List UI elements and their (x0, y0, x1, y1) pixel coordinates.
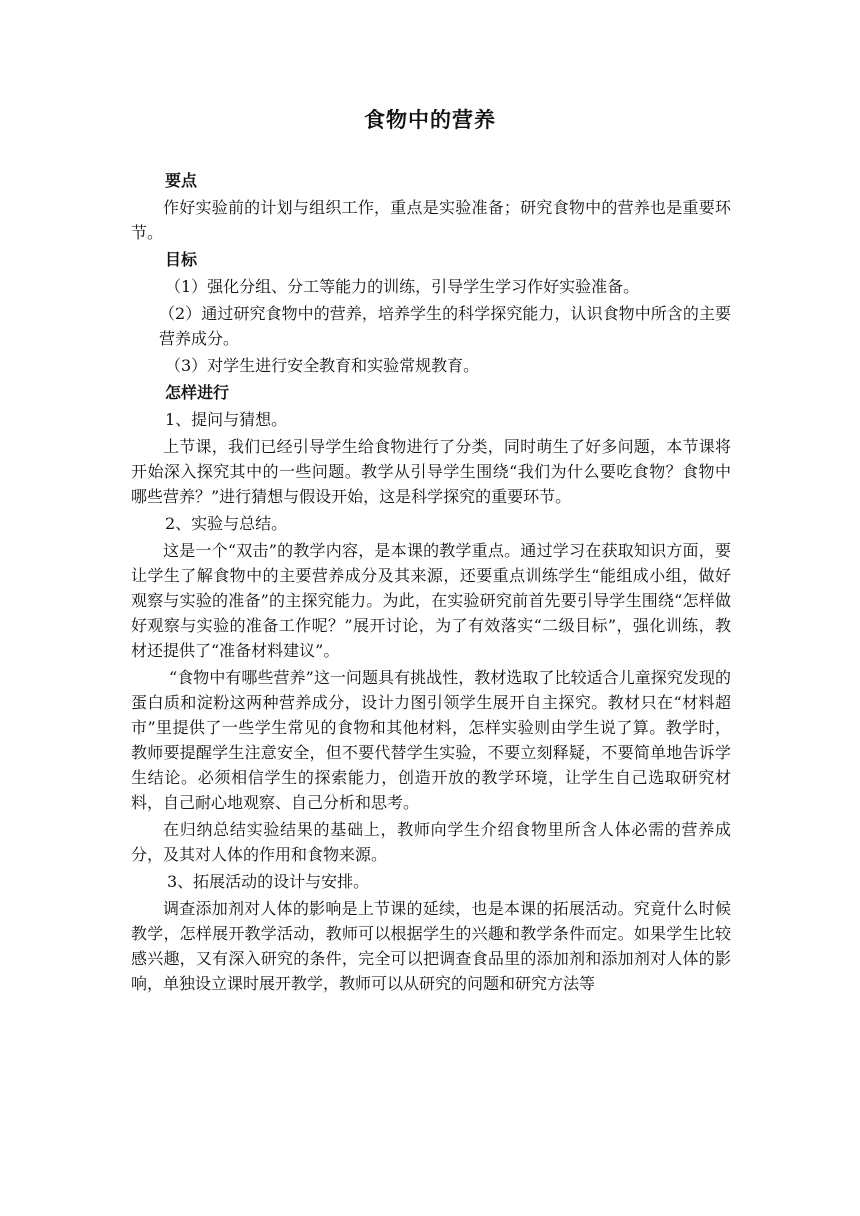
step3-paragraph: 调查添加剂对人体的影响是上节课的延续，也是本课的拓展活动。究竟什么时候教学，怎样展开教学活动，教师可以根据学生的兴趣和教学条件而定。如果学生比较感兴趣，又有深入研究的条件，完全可以把调查食品里的添加剂和添加剂对人体的影响，单独设立课时展开教学，教师可以从研究的问题和研究方法等 (131, 899, 731, 993)
goal-item-3: （3）对学生进行安全教育和实验常规教育。 (165, 356, 480, 375)
step2-paragraph-2: “食物中有哪些营养”这一问题具有挑战性，教材选取了比较适合儿童探究发现的蛋白质和淀粉这两种营养成分，设计力图引领学生展开自主探究。教材只在“材料超市”里提供了一些学生常见的食物和其他材料，怎样实验则由学生说了算。教学时，教师要提醒学生注意安全，但不要代替学生实验，不要立刻释疑，不要简单地告诉学生结论。必须相信学生的探索能力，创造开放的教学环境，让学生自己选取研究材料，自己耐心地观察、自己分析和思考。 (131, 668, 731, 812)
document-title: 食物中的营养 (364, 107, 496, 132)
step2-paragraph-3: 在归纳总结实验结果的基础上，教师向学生介绍食物里所含人体必需的营养成分，及其对人体的作用和食物来源。 (131, 820, 731, 864)
document-body (131, 168, 731, 998)
goal-item-2: （2）通过研究食物中的营养，培养学生的科学探究能力，认识食物中所含的主要营养成分。 (159, 304, 731, 348)
section-heading-key-points: 要点 (165, 171, 198, 190)
step-heading-2: 2、实验与总结。 (165, 514, 288, 533)
section-heading-how: 怎样进行 (165, 383, 230, 402)
step1-paragraph: 上节课，我们已经引导学生给食物进行了分类，同时萌生了好多问题，本节课将开始深入探究其中的一些问题。教学从引导学生围绕“我们为什么要吃食物？食物中哪些营养？”进行猜想与假设开始，这是科学探究的重要环节。 (131, 437, 731, 506)
step2-paragraph-1: 这是一个“双击”的教学内容，是本课的教学重点。通过学习在获取知识方面，要让学生了解食物中的主要营养成分及其来源，还要重点训练学生“能组成小组，做好观察与实验的准备”的主探究能力。为此，在实验研究前首先要引导学生围绕“怎样做好观察与实验的准备工作呢？”展开讨论，为了有效落实“二级目标”，强化训练，教材还提供了“准备材料建议”。 (131, 541, 731, 660)
step-heading-1: 1、提问与猜想。 (165, 410, 288, 429)
step-heading-3: 3、拓展活动的设计与安排。 (167, 872, 370, 891)
key-points-paragraph: 作好实验前的计划与组织工作，重点是实验准备；研究食物中的营养也是重要环节。 (131, 198, 731, 242)
section-heading-goals: 目标 (165, 250, 198, 269)
goal-item-1: （1）强化分组、分工等能力的训练，引导学生学习作好实验准备。 (165, 277, 640, 296)
